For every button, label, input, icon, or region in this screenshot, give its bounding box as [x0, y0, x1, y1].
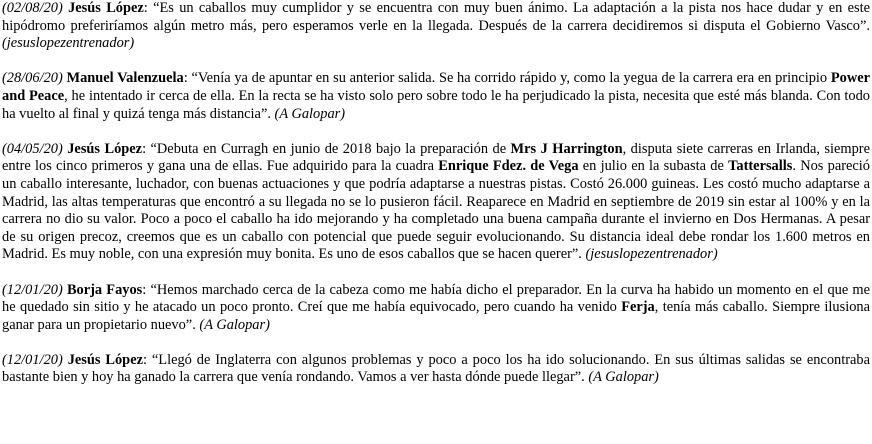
- comment-author: Manuel Valenzuela: [66, 70, 184, 87]
- comment-quote-part: , disputa siete carreras en Irlanda, siempre entre los cinco primeros y gana una de ellas. Fue adquirido para la cuadra: [2, 140, 870, 175]
- comment-quote-part: , he intentado ir cerca de ella. En la recta se ha visto solo pero sobre todo le ha perjudicado la pista, necesita que esté más blanda. Con todo ha vuelto al final y quizá tenga más distancia”.: [2, 87, 870, 122]
- comment-date: (12/01/20): [2, 281, 63, 298]
- comment-quote: “Es un caballos muy cumplidor y se encuentra con muy buen ánimo. La adaptación a la pista nos hace dudar y en este hipódromo preferiríamos algún metro más, pero esperamos verle en la llegada. Después de la carrera decidiremos si disputa el Gobierno Vasco”.: [2, 0, 870, 34]
- comment-entry: (28/06/20) Manuel Valenzuela: “Venía ya de apuntar en su anterior salida. Se ha corrido rápido y, como la yegua de la carrera era en principio Power and Peace, he intentado ir cerca de ella. En la recta se ha visto solo pero sobre todo le ha perjudicado la pista, necesita que esté más blanda. Con todo ha vuelto al final y quizá tenga más distancia”. (A Galopar): [2, 70, 870, 122]
- comment-entry: (02/08/20) Jesús López: “Es un caballos muy cumplidor y se encuentra con muy buen ánimo. La adaptación a la pista nos hace dudar y en este hipódromo preferiríamos algún metro más, pero esperamos verle en la llegada. Después de la carrera decidiremos si disputa el Gobierno Vasco”. (jesuslopezentrenador): [2, 0, 870, 52]
- comment-entry: (12/01/20) Borja Fayos: “Hemos marchado cerca de la cabeza como me había dicho el preparador. En la curva ha habido un momento en el que me he quedado sin sitio y he atacado un poco pronto. Creí que me había equivocado, pero cuando ha venido Ferja, tenía más caballo. Siempre ilusiona ganar para un propietario nuevo”. (A Galopar): [2, 281, 871, 333]
- comment-author: Borja Fayos: [66, 281, 143, 298]
- horse-name: Power and Peace: [2, 70, 870, 104]
- comment-quote-part: en julio en la subasta de: [578, 158, 729, 175]
- comment-quote-part: “Hemos marchado cerca de la cabeza como me había dicho el preparador. En la curva ha habido un momento en el que me he quedado sin sitio y he atacado un poco pronto. Creí que me había equivocado, pero cuando ha venido: [2, 281, 871, 316]
- comment-author: Jesús López: [68, 0, 144, 16]
- comment-author: Jesús López: [67, 140, 143, 157]
- owner-name: Enrique Fdez. de Vega: [438, 158, 579, 175]
- comment-source: (jesuslopezentrenador): [2, 35, 135, 52]
- comment-source: (A Galopar): [588, 369, 659, 386]
- comment-quote: “Llegó de Inglaterra con algunos problemas y poco a poco los ha ido solucionando. En sus últimas salidas se encontraba bastante bien y hoy ha ganado la carrera que venía rondando. Vamos a ver hasta dónde puede llegar”.: [2, 351, 870, 386]
- comment-source: (A Galopar): [199, 316, 270, 333]
- comment-date: (02/08/20): [2, 0, 63, 16]
- comment-quote-part: , tenía más caballo. Siempre ilusiona ganar para un propietario nuevo”.: [2, 299, 871, 333]
- comment-source: (A Galopar): [274, 105, 346, 122]
- comment-author: Jesús López: [67, 351, 143, 368]
- comment-quote-part: . Nos pareció un caballo interesante, luchador, con buenas actuaciones y que podría adaptarse a nuestras pistas. Costó 26.000 guineas. Les costó mucho adaptarse a Madrid, las altas temperaturas que encontró a su llegada no se lo pusieron fácil. Reaparece en Madrid en septiembre de 2019 sin estar al 100% y en la carrera no dio su valor. Poco a poco el caballo ha ido mejorando y ha completado una buena campaña durante el invierno en Dos Hermanas. A pesar de su origen precoz, creemos que es un caballo con potencial que puede seguir evolucionando. Su distancia ideal debe rondar los 1.600 metros en Madrid. Es muy noble, con una expresión muy bonita. Es uno de esos caballos que se hacen querer”.: [2, 158, 870, 263]
- comment-date: (28/06/20): [2, 70, 63, 87]
- comment-entry: (12/01/20) Jesús López: “Llegó de Inglaterra con algunos problemas y poco a poco los ha ido solucionando. En sus últimas salidas se encontraba bastante bien y hoy ha ganado la carrera que venía rondando. Vamos a ver hasta dónde puede llegar”. (A Galopar): [2, 351, 870, 386]
- auction-name: Tattersalls: [728, 158, 793, 175]
- trainer-name: Mrs J Harrington: [510, 140, 623, 157]
- comment-quote-part: “Venía ya de apuntar en su anterior salida. Se ha corrido rápido y, como la yegua de la carrera era en principio: [191, 70, 831, 87]
- comment-date: (12/01/20): [2, 351, 63, 368]
- comment-source: (jesuslopezentrenador): [585, 246, 718, 263]
- comment-date: (04/05/20): [2, 140, 63, 157]
- comment-entry: (04/05/20) Jesús López: “Debuta en Curragh en junio de 2018 bajo la preparación de Mrs J Harrington, disputa siete carreras en Irlanda, siempre entre los cinco primeros y gana una de ellas. Fue adquirido para la cuadra Enrique Fdez. de Vega en julio en la subasta de Tattersalls. Nos pareció un caballo interesante, luchador, con buenas actuaciones y que podría adaptarse a nuestras pistas. Costó 26.000 guineas. Les costó mucho adaptarse a Madrid, las altas temperaturas que encontró a su llegada no se lo pusieron fácil. Reaparece en Madrid en septiembre de 2019 sin estar al 100% y en la carrera no dio su valor. Poco a poco el caballo ha ido mejorando y ha completado una buena campaña durante el invierno en Dos Hermanas. A pesar de su origen precoz, creemos que es un caballo con potencial que puede seguir evolucionando. Su distancia ideal debe rondar los 1.600 metros en Madrid. Es muy noble, con una expresión muy bonita. Es uno de esos caballos que se hacen querer”. (jesuslopezentrenador): [2, 140, 870, 263]
- horse-name: Ferja: [621, 299, 655, 316]
- comment-quote-part: “Debuta en Curragh en junio de 2018 bajo la preparación de: [150, 140, 511, 157]
